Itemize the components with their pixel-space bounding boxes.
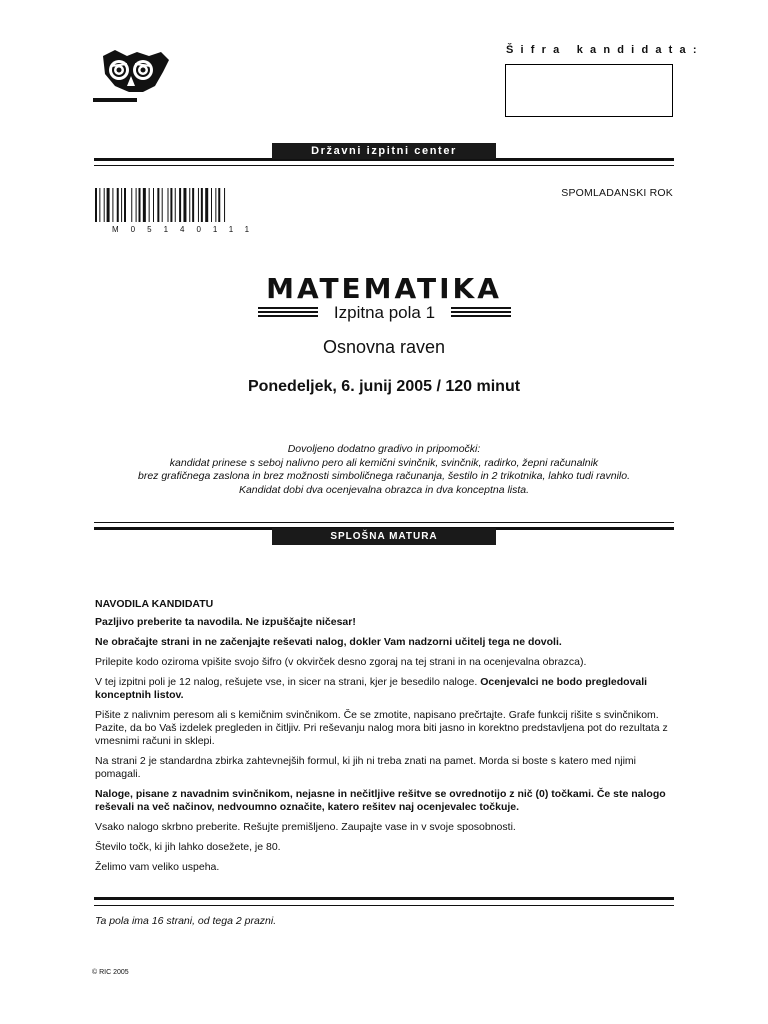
instruction-paragraph: Na strani 2 je standardna zbirka zahtevnejših formul, ki jih ni treba znati na pamet. Morda si boste s katero med njimi pomagali. — [95, 755, 637, 780]
instruction-paragraph: Naloge, pisane z navadnim svinčnikom, nejasne in nečitljive rešitve se ovrednotijo z nič (0) točkami. Če ste nalogo reševali na več načinov, nedvoumno označite, katero rešitev naj ocenjevalec točkuje. — [95, 788, 666, 813]
instruction-paragraph: Pazljivo preberite ta navodila. Ne izpuščajte ničesar! — [95, 616, 356, 628]
bottom-rule-thick — [94, 897, 674, 900]
candidate-code-label: Šifra kandidata: — [506, 44, 704, 56]
exam-center-bar: Državni izpitni center — [272, 143, 496, 159]
bottom-rule-thin — [94, 905, 674, 906]
paper-subtitle-row — [258, 303, 511, 323]
instruction-paragraph: Prilepite kodo oziroma vpišite svojo šifro (v okvirček desno zgoraj na tej strani in na ocenjevalna obrazca). — [95, 656, 587, 668]
copyright: © RIC 2005 — [92, 969, 129, 976]
allowed-line: brez grafičnega zaslona in brez možnosti simboličnega računanja, šestilo in 2 trikotnika, lahko tudi ravnilo. — [137, 470, 630, 482]
allowed-line: kandidat prinese s seboj nalivno pero ali kemični svinčnik, svinčnik, radirko, žepni računalnik — [169, 456, 599, 469]
allowed-materials — [0, 443, 768, 497]
barcode-number: M05140111 — [112, 225, 262, 234]
mid-rule-thin — [94, 522, 674, 523]
subject-title: MATEMATIKA — [266, 272, 502, 305]
ric-owl-logo — [93, 46, 175, 104]
exam-date: Ponedeljek, 6. junij 2005 / 120 minut — [247, 378, 521, 395]
candidate-code-box[interactable] — [505, 64, 673, 117]
barcode — [95, 188, 267, 222]
instruction-paragraph: Ne obračajte strani in ne začenjajte reševati nalog, dokler Vam nadzorni učitelj tega ne dovoli. — [95, 636, 562, 648]
instruction-paragraph: V tej izpitni poli je 12 nalog, rešujete vse, in sicer na strani, kjer je besedilo naloge. Ocenjevalci ne bodo pregledovali konceptnih listov. — [95, 676, 648, 701]
instructions — [95, 598, 675, 881]
instruction-paragraph: Število točk, ki jih lahko dosežete, je 80. — [95, 841, 281, 853]
right-stripes — [451, 307, 511, 319]
instructions-heading: NAVODILA KANDIDATU — [95, 598, 214, 610]
allowed-line: Kandidat dobi dva ocenjevalna obrazca in dva konceptna lista. — [238, 483, 530, 496]
top-rule-thin — [94, 165, 674, 166]
allowed-line: Dovoljeno dodatno gradivo in pripomočki: — [287, 443, 481, 455]
instruction-paragraph: Želimo vam veliko uspeha. — [95, 861, 220, 873]
exam-term: SPOMLADANSKI ROK — [561, 187, 673, 199]
page-count-note: Ta pola ima 16 strani, od tega 2 prazni. — [95, 915, 277, 927]
paper-subtitle: Izpitna pola 1 — [333, 303, 436, 322]
instruction-paragraph: Vsako nalogo skrbno preberite. Rešujte premišljeno. Zaupajte vase in v svoje sposobnosti. — [95, 821, 516, 833]
instruction-paragraph: Pišite z nalivnim peresom ali s kemičnim svinčnikom. Če se zmotite, napisano prečrtajte. Grafe funkcij rišite s svinčnikom. Pazite, da bo Vaš izdelek pregleden in čitljiv. Pri reševanju nalog mora biti jasno in korektno predstavljena pot do rezultata z vmesnimi računi in sklepi. — [95, 709, 668, 747]
section-bar: SPLOŠNA MATURA — [272, 528, 496, 545]
exam-level: Osnovna raven — [322, 337, 446, 357]
